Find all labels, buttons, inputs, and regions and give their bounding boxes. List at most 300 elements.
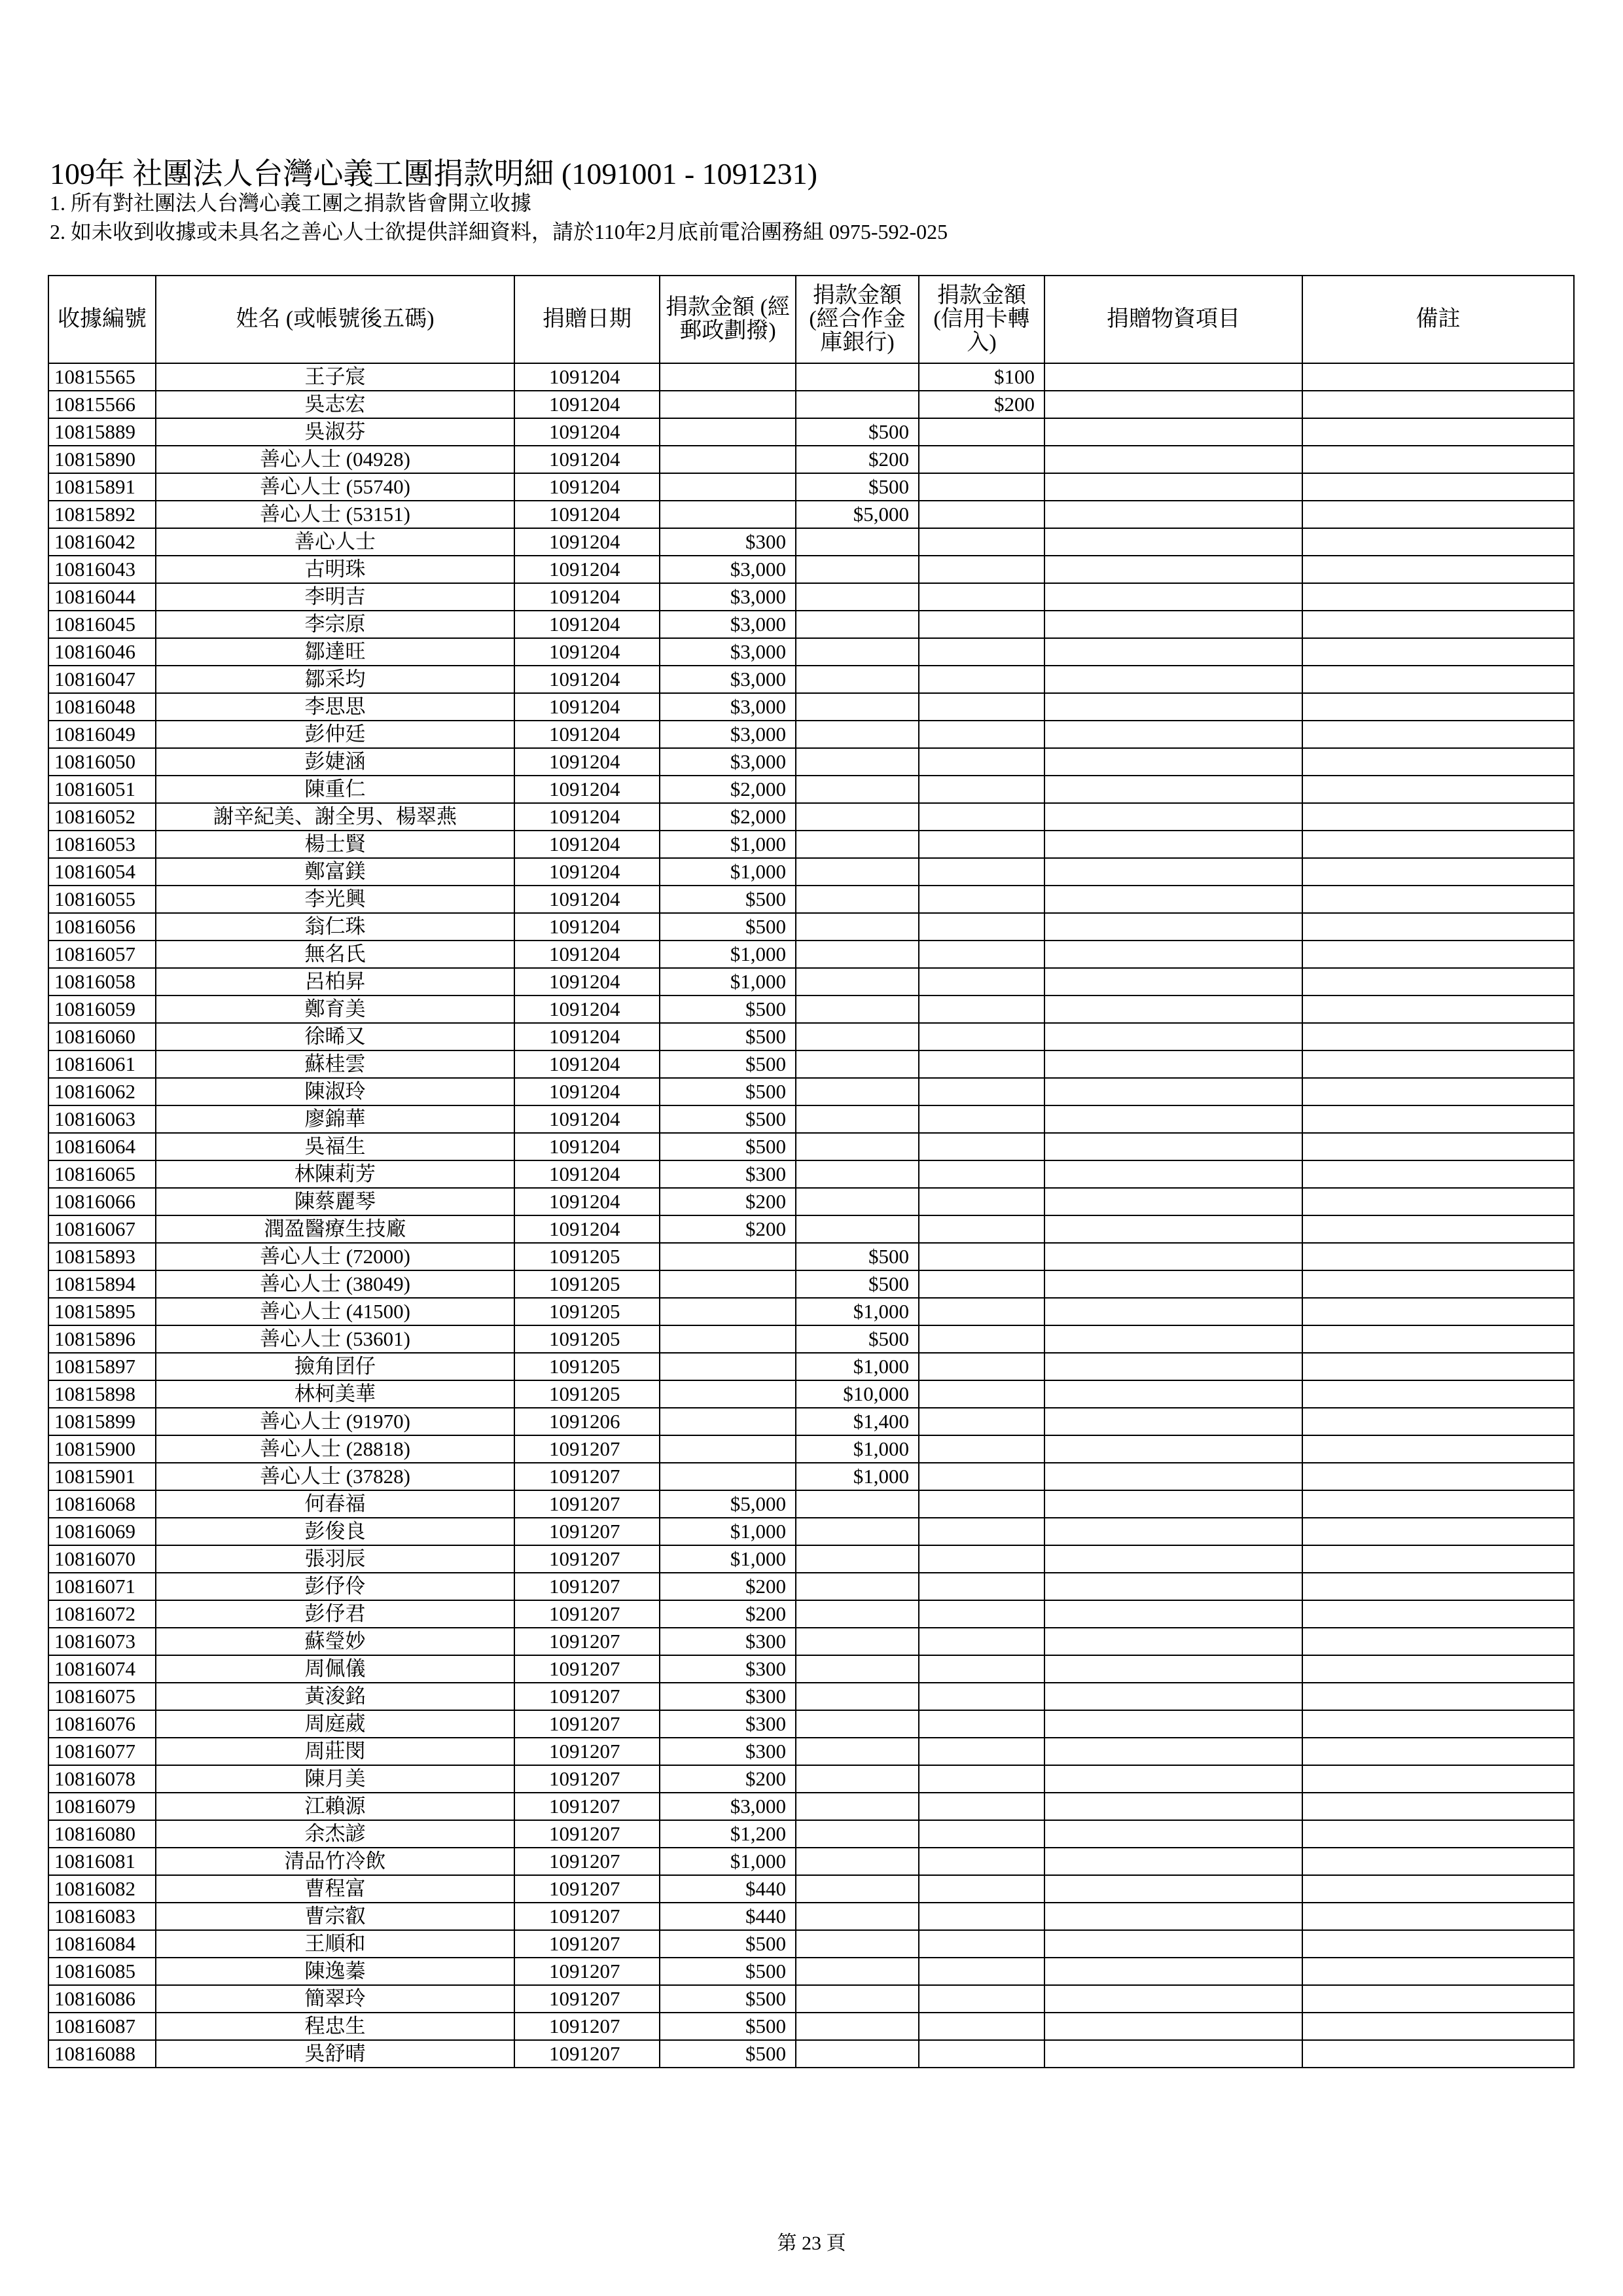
goods-cell (1044, 968, 1302, 996)
donor-name-cell: 善心人士 (38049) (156, 1270, 514, 1298)
goods-cell (1044, 1765, 1302, 1793)
donation-date-cell: 1091207 (514, 1655, 660, 1683)
donation-date-cell: 1091205 (514, 1353, 660, 1380)
goods-cell (1044, 1160, 1302, 1188)
card-amount-cell (919, 1903, 1044, 1930)
goods-cell (1044, 748, 1302, 776)
receipt-no-cell: 10816086 (48, 1985, 156, 2013)
bank-amount-cell (796, 638, 919, 666)
donation-date-cell: 1091204 (514, 391, 660, 418)
donor-name-cell: 吳福生 (156, 1133, 514, 1160)
bank-amount-cell (796, 1683, 919, 1710)
receipt-no-cell: 10816083 (48, 1903, 156, 1930)
card-amount-cell (919, 1848, 1044, 1875)
note-cell (1302, 1683, 1574, 1710)
table-header-row (48, 276, 1574, 363)
note-cell (1302, 1270, 1574, 1298)
note-cell (1302, 1518, 1574, 1545)
card-amount-cell (919, 1545, 1044, 1573)
goods-cell (1044, 1875, 1302, 1903)
goods-cell (1044, 1490, 1302, 1518)
bank-amount-cell (796, 2013, 919, 2040)
goods-cell (1044, 1738, 1302, 1765)
bank-amount-cell (796, 1820, 919, 1848)
postal-amount-cell: $500 (660, 1958, 796, 1985)
receipt-no-cell: 10816071 (48, 1573, 156, 1600)
donor-name-cell: 王順和 (156, 1930, 514, 1958)
postal-amount-cell (660, 1243, 796, 1270)
receipt-no-cell: 10816053 (48, 831, 156, 858)
goods-cell (1044, 996, 1302, 1023)
bank-amount-cell (796, 941, 919, 968)
goods-cell (1044, 501, 1302, 528)
donor-name-cell: 蘇瑩妙 (156, 1628, 514, 1655)
table-row (48, 776, 1574, 803)
receipt-no-cell: 10816066 (48, 1188, 156, 1215)
table-row (48, 1243, 1574, 1270)
donation-date-cell: 1091206 (514, 1408, 660, 1435)
contact-note: 2. 如未收到收據或未具名之善心人士欲提供詳細資料，請於110年2月底前電洽團務組 0975-592-025 (50, 220, 948, 243)
postal-amount-cell: $3,000 (660, 1793, 796, 1820)
bank-amount-cell: $500 (796, 1325, 919, 1353)
goods-cell (1044, 391, 1302, 418)
bank-amount-cell (796, 1545, 919, 1573)
card-amount-cell (919, 638, 1044, 666)
goods-cell (1044, 363, 1302, 391)
donation-date-cell: 1091204 (514, 473, 660, 501)
card-amount-cell (919, 1133, 1044, 1160)
postal-amount-cell (660, 473, 796, 501)
postal-amount-cell: $500 (660, 2013, 796, 2040)
donor-name-cell: 鄒達旺 (156, 638, 514, 666)
table-row (48, 831, 1574, 858)
card-amount-cell (919, 1325, 1044, 1353)
receipt-no-cell: 10815901 (48, 1463, 156, 1490)
table-row (48, 721, 1574, 748)
card-amount-cell (919, 776, 1044, 803)
card-amount-cell (919, 1380, 1044, 1408)
donor-name-cell: 善心人士 (55740) (156, 473, 514, 501)
goods-cell (1044, 1545, 1302, 1573)
card-amount-cell (919, 1820, 1044, 1848)
bank-amount-cell (796, 1490, 919, 1518)
receipt-no-cell: 10816051 (48, 776, 156, 803)
card-amount-cell (919, 1875, 1044, 1903)
donor-name-cell: 善心人士 (37828) (156, 1463, 514, 1490)
note-cell (1302, 1298, 1574, 1325)
donor-name-cell: 善心人士 (53601) (156, 1325, 514, 1353)
donor-name-cell: 鄭富鎂 (156, 858, 514, 886)
table-row (48, 886, 1574, 913)
note-cell (1302, 1545, 1574, 1573)
note-cell (1302, 2013, 1574, 2040)
postal-amount-cell: $1,000 (660, 1518, 796, 1545)
goods-cell (1044, 2013, 1302, 2040)
table-row (48, 418, 1574, 446)
donation-date-cell: 1091207 (514, 1518, 660, 1545)
table-row (48, 528, 1574, 556)
receipt-no-cell: 10815898 (48, 1380, 156, 1408)
receipt-no-cell: 10816048 (48, 693, 156, 721)
bank-amount-cell (796, 1655, 919, 1683)
table-row (48, 391, 1574, 418)
goods-cell (1044, 693, 1302, 721)
note-cell (1302, 666, 1574, 693)
receipt-no-cell: 10816042 (48, 528, 156, 556)
note-cell (1302, 721, 1574, 748)
note-cell (1302, 1188, 1574, 1215)
donation-date-cell: 1091204 (514, 1050, 660, 1078)
postal-amount-cell: $3,000 (660, 693, 796, 721)
table-row (48, 363, 1574, 391)
postal-amount-cell: $200 (660, 1765, 796, 1793)
note-cell (1302, 363, 1574, 391)
postal-amount-cell: $440 (660, 1875, 796, 1903)
table-row (48, 1903, 1574, 1930)
note-cell (1302, 1600, 1574, 1628)
donation-date-cell: 1091205 (514, 1325, 660, 1353)
postal-amount-cell: $300 (660, 1683, 796, 1710)
bank-amount-cell: $10,000 (796, 1380, 919, 1408)
card-amount-cell (919, 1958, 1044, 1985)
donor-name-cell: 古明珠 (156, 556, 514, 583)
postal-amount-cell: $300 (660, 1738, 796, 1765)
receipt-no-cell: 10816061 (48, 1050, 156, 1078)
donor-name-cell: 余杰諺 (156, 1820, 514, 1848)
col-header-postal-amount: 捐款金額 (經郵政劃撥) (660, 276, 796, 363)
note-cell (1302, 1408, 1574, 1435)
bank-amount-cell (796, 1793, 919, 1820)
bank-amount-cell: $500 (796, 1243, 919, 1270)
table-row (48, 1325, 1574, 1353)
donor-name-cell: 江賴源 (156, 1793, 514, 1820)
card-amount-cell (919, 1793, 1044, 1820)
card-amount-cell (919, 1188, 1044, 1215)
table-row (48, 1463, 1574, 1490)
receipt-no-cell: 10816045 (48, 611, 156, 638)
card-amount-cell (919, 1573, 1044, 1600)
card-amount-cell (919, 1600, 1044, 1628)
postal-amount-cell: $200 (660, 1215, 796, 1243)
card-amount-cell (919, 1463, 1044, 1490)
note-cell (1302, 1875, 1574, 1903)
donor-name-cell: 善心人士 (28818) (156, 1435, 514, 1463)
goods-cell (1044, 473, 1302, 501)
goods-cell (1044, 1683, 1302, 1710)
bank-amount-cell (796, 666, 919, 693)
table-row (48, 858, 1574, 886)
card-amount-cell (919, 1738, 1044, 1765)
table-row (48, 1985, 1574, 2013)
bank-amount-cell (796, 1188, 919, 1215)
donor-name-cell: 陳月美 (156, 1765, 514, 1793)
donation-date-cell: 1091204 (514, 501, 660, 528)
card-amount-cell: $200 (919, 391, 1044, 418)
goods-cell (1044, 1078, 1302, 1105)
bank-amount-cell: $1,000 (796, 1435, 919, 1463)
postal-amount-cell: $1,000 (660, 831, 796, 858)
table-row (48, 803, 1574, 831)
table-row (48, 556, 1574, 583)
donation-date-cell: 1091204 (514, 748, 660, 776)
postal-amount-cell: $500 (660, 886, 796, 913)
bank-amount-cell (796, 1738, 919, 1765)
donor-name-cell: 廖錦華 (156, 1105, 514, 1133)
donor-name-cell: 楊士賢 (156, 831, 514, 858)
donor-name-cell: 鄭育美 (156, 996, 514, 1023)
card-amount-cell (919, 886, 1044, 913)
table-row (48, 913, 1574, 941)
bank-amount-cell (796, 748, 919, 776)
postal-amount-cell: $3,000 (660, 721, 796, 748)
bank-amount-cell (796, 1710, 919, 1738)
note-cell (1302, 1903, 1574, 1930)
table-row (48, 666, 1574, 693)
table-row (48, 1765, 1574, 1793)
table-row (48, 1848, 1574, 1875)
receipt-no-cell: 10816080 (48, 1820, 156, 1848)
donor-name-cell: 林柯美華 (156, 1380, 514, 1408)
bank-amount-cell (796, 1105, 919, 1133)
donation-date-cell: 1091204 (514, 446, 660, 473)
receipt-no-cell: 10815565 (48, 363, 156, 391)
donor-name-cell: 彭伃伶 (156, 1573, 514, 1600)
bank-amount-cell (796, 528, 919, 556)
donor-name-cell: 呂柏昇 (156, 968, 514, 996)
card-amount-cell (919, 1683, 1044, 1710)
goods-cell (1044, 446, 1302, 473)
donor-name-cell: 周佩儀 (156, 1655, 514, 1683)
donation-date-cell: 1091205 (514, 1380, 660, 1408)
card-amount-cell (919, 1353, 1044, 1380)
goods-cell (1044, 611, 1302, 638)
card-amount-cell (919, 1628, 1044, 1655)
table-row (48, 1133, 1574, 1160)
table-row (48, 1573, 1574, 1600)
card-amount-cell (919, 748, 1044, 776)
goods-cell (1044, 1930, 1302, 1958)
bank-amount-cell (796, 1573, 919, 1600)
bank-amount-cell (796, 996, 919, 1023)
card-amount-cell (919, 1215, 1044, 1243)
bank-amount-cell: $1,400 (796, 1408, 919, 1435)
table-row (48, 968, 1574, 996)
donation-date-cell: 1091204 (514, 886, 660, 913)
receipt-no-cell: 10815899 (48, 1408, 156, 1435)
donor-name-cell: 林陳莉芳 (156, 1160, 514, 1188)
note-cell (1302, 1738, 1574, 1765)
donor-name-cell: 周庭葳 (156, 1710, 514, 1738)
donation-date-cell: 1091205 (514, 1298, 660, 1325)
receipt-no-cell: 10816075 (48, 1683, 156, 1710)
receipt-no-cell: 10816054 (48, 858, 156, 886)
bank-amount-cell: $500 (796, 418, 919, 446)
postal-amount-cell (660, 418, 796, 446)
donation-date-cell: 1091207 (514, 1628, 660, 1655)
goods-cell (1044, 803, 1302, 831)
donation-date-cell: 1091204 (514, 1023, 660, 1050)
table-row (48, 583, 1574, 611)
receipt-no-cell: 10816044 (48, 583, 156, 611)
goods-cell (1044, 1435, 1302, 1463)
donation-date-cell: 1091207 (514, 1848, 660, 1875)
card-amount-cell (919, 1710, 1044, 1738)
postal-amount-cell (660, 1435, 796, 1463)
donation-date-cell: 1091204 (514, 1133, 660, 1160)
goods-cell (1044, 1133, 1302, 1160)
postal-amount-cell: $200 (660, 1600, 796, 1628)
table-row (48, 1710, 1574, 1738)
donor-name-cell: 李明吉 (156, 583, 514, 611)
postal-amount-cell: $200 (660, 1573, 796, 1600)
donor-name-cell: 善心人士 (91970) (156, 1408, 514, 1435)
receipt-no-cell: 10816059 (48, 996, 156, 1023)
receipt-no-cell: 10816077 (48, 1738, 156, 1765)
goods-cell (1044, 1518, 1302, 1545)
card-amount-cell: $100 (919, 363, 1044, 391)
postal-amount-cell: $1,000 (660, 858, 796, 886)
col-header-note: 備註 (1302, 276, 1574, 363)
receipt-no-cell: 10816056 (48, 913, 156, 941)
table-row (48, 693, 1574, 721)
donation-date-cell: 1091204 (514, 418, 660, 446)
donor-name-cell: 曹宗叡 (156, 1903, 514, 1930)
bank-amount-cell (796, 886, 919, 913)
card-amount-cell (919, 418, 1044, 446)
card-amount-cell (919, 1655, 1044, 1683)
note-cell (1302, 1958, 1574, 1985)
goods-cell (1044, 1023, 1302, 1050)
postal-amount-cell: $1,000 (660, 941, 796, 968)
donation-date-cell: 1091207 (514, 1435, 660, 1463)
donor-name-cell: 鄒采均 (156, 666, 514, 693)
goods-cell (1044, 1820, 1302, 1848)
card-amount-cell (919, 1243, 1044, 1270)
donation-date-cell: 1091204 (514, 858, 660, 886)
goods-cell (1044, 2040, 1302, 2068)
table-row (48, 1490, 1574, 1518)
bank-amount-cell (796, 693, 919, 721)
note-cell (1302, 1765, 1574, 1793)
note-cell (1302, 1023, 1574, 1050)
table-row (48, 1380, 1574, 1408)
bank-amount-cell (796, 1078, 919, 1105)
table-row (48, 611, 1574, 638)
postal-amount-cell: $3,000 (660, 748, 796, 776)
card-amount-cell (919, 996, 1044, 1023)
postal-amount-cell: $2,000 (660, 803, 796, 831)
donor-name-cell: 曹程富 (156, 1875, 514, 1903)
receipt-no-cell: 10816055 (48, 886, 156, 913)
goods-cell (1044, 1408, 1302, 1435)
receipt-no-cell: 10816063 (48, 1105, 156, 1133)
card-amount-cell (919, 501, 1044, 528)
card-amount-cell (919, 1298, 1044, 1325)
receipt-no-cell: 10816050 (48, 748, 156, 776)
goods-cell (1044, 666, 1302, 693)
postal-amount-cell (660, 501, 796, 528)
donor-name-cell: 周莊閔 (156, 1738, 514, 1765)
donor-name-cell: 黃浚銘 (156, 1683, 514, 1710)
card-amount-cell (919, 556, 1044, 583)
receipt-no-cell: 10816073 (48, 1628, 156, 1655)
note-cell (1302, 1380, 1574, 1408)
card-amount-cell (919, 611, 1044, 638)
card-amount-cell (919, 1105, 1044, 1133)
note-cell (1302, 886, 1574, 913)
table-row (48, 446, 1574, 473)
donation-date-cell: 1091204 (514, 803, 660, 831)
card-amount-cell (919, 1490, 1044, 1518)
card-amount-cell (919, 1765, 1044, 1793)
bank-amount-cell: $200 (796, 446, 919, 473)
bank-amount-cell (796, 1518, 919, 1545)
postal-amount-cell: $3,000 (660, 611, 796, 638)
goods-cell (1044, 1353, 1302, 1380)
bank-amount-cell: $1,000 (796, 1298, 919, 1325)
bank-amount-cell (796, 1930, 919, 1958)
receipt-no-cell: 10816058 (48, 968, 156, 996)
receipt-no-cell: 10816046 (48, 638, 156, 666)
postal-amount-cell: $300 (660, 1628, 796, 1655)
receipt-no-cell: 10815900 (48, 1435, 156, 1463)
postal-amount-cell: $3,000 (660, 666, 796, 693)
note-cell (1302, 1160, 1574, 1188)
card-amount-cell (919, 1930, 1044, 1958)
note-cell (1302, 1325, 1574, 1353)
donation-date-cell: 1091204 (514, 638, 660, 666)
table-row (48, 2013, 1574, 2040)
note-cell (1302, 803, 1574, 831)
donor-name-cell: 張羽辰 (156, 1545, 514, 1573)
note-cell (1302, 473, 1574, 501)
goods-cell (1044, 583, 1302, 611)
table-row (48, 1930, 1574, 1958)
goods-cell (1044, 1325, 1302, 1353)
bank-amount-cell (796, 803, 919, 831)
note-cell (1302, 1353, 1574, 1380)
postal-amount-cell (660, 1463, 796, 1490)
donor-name-cell: 王子宸 (156, 363, 514, 391)
note-cell (1302, 556, 1574, 583)
goods-cell (1044, 721, 1302, 748)
postal-amount-cell: $500 (660, 1930, 796, 1958)
donor-name-cell: 簡翠玲 (156, 1985, 514, 2013)
receipt-no-cell: 10815896 (48, 1325, 156, 1353)
note-cell (1302, 1628, 1574, 1655)
note-cell (1302, 996, 1574, 1023)
table-row (48, 1050, 1574, 1078)
goods-cell (1044, 941, 1302, 968)
postal-amount-cell: $500 (660, 913, 796, 941)
goods-cell (1044, 1050, 1302, 1078)
bank-amount-cell (796, 1875, 919, 1903)
table-row (48, 1105, 1574, 1133)
donor-name-cell: 李思思 (156, 693, 514, 721)
table-row (48, 1820, 1574, 1848)
table-row (48, 1793, 1574, 1820)
receipt-no-cell: 10816078 (48, 1765, 156, 1793)
note-cell (1302, 1435, 1574, 1463)
postal-amount-cell: $200 (660, 1188, 796, 1215)
postal-amount-cell (660, 1298, 796, 1325)
goods-cell (1044, 638, 1302, 666)
note-cell (1302, 501, 1574, 528)
donor-name-cell: 善心人士 (04928) (156, 446, 514, 473)
bank-amount-cell (796, 968, 919, 996)
receipt-no-cell: 10816072 (48, 1600, 156, 1628)
bank-amount-cell (796, 1765, 919, 1793)
